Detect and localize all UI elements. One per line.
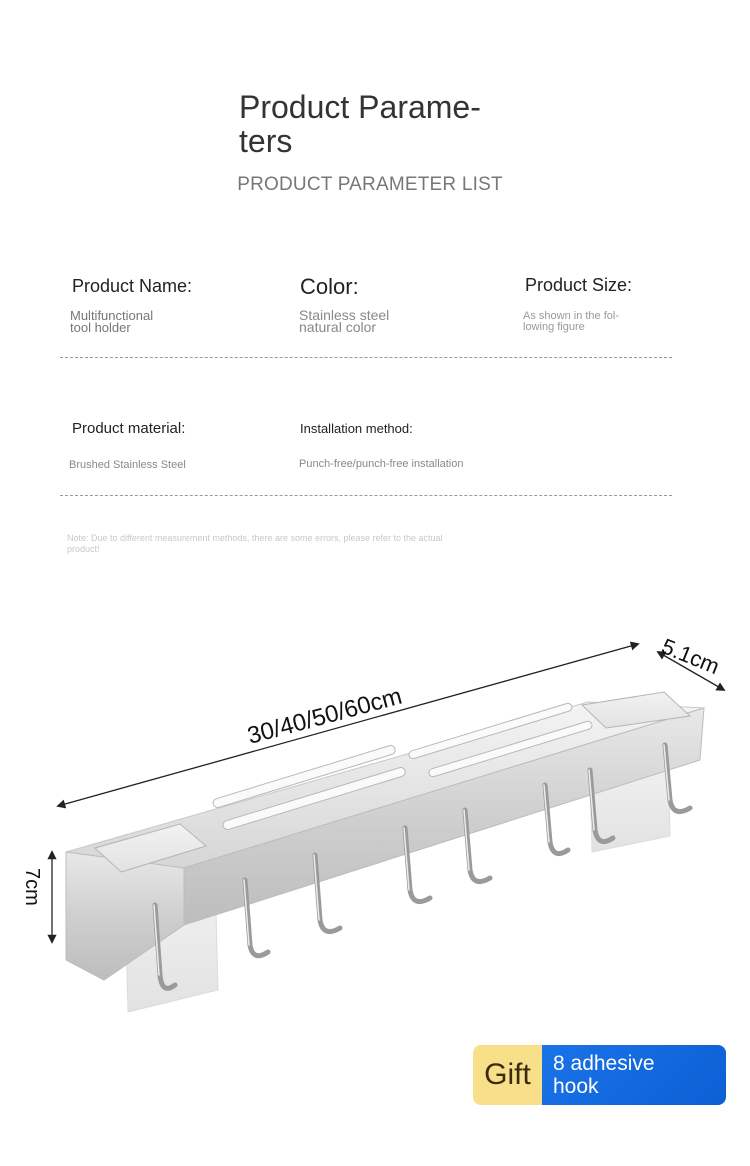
page-title-line2: ters: [239, 123, 293, 159]
installation-method-value: Punch-free/punch-free installation: [299, 458, 464, 470]
height-label: 7cm: [21, 868, 43, 906]
product-size-label: Product Size:: [525, 275, 633, 295]
color-value-line2: natural color: [299, 319, 377, 335]
color-value-line1: Stainless steel: [299, 307, 390, 323]
product-name-label: Product Name:: [72, 276, 193, 296]
gift-description-line1: 8 adhesive: [553, 1052, 655, 1075]
color-label: Color:: [300, 274, 359, 299]
installation-method-label: Installation method:: [300, 421, 413, 436]
product-name-value-line2: tool holder: [70, 320, 131, 335]
product-size-value-line2: lowing figure: [523, 321, 585, 333]
measurement-note-line2: product!: [67, 544, 100, 554]
measurement-note-line1: Note: Due to different measurement methods, there are some errors, please refer to the actual: [67, 533, 443, 543]
product-name-value-line1: Multifunctional: [70, 308, 154, 323]
product-material-value: Brushed Stainless Steel: [69, 459, 186, 471]
gift-banner: [473, 1045, 726, 1105]
page-title-line1: Product Parame-: [239, 89, 481, 125]
product-size-value-line1: As shown in the fol-: [523, 310, 619, 322]
gift-badge: Gift: [473, 1045, 542, 1105]
page-subtitle: PRODUCT PARAMETER LIST: [237, 174, 503, 195]
depth-label: 5.1cm: [658, 633, 724, 680]
length-label: 30/40/50/60cm: [244, 682, 405, 750]
gift-description: [542, 1045, 726, 1105]
gift-description-line2: hook: [553, 1075, 599, 1098]
product-material-label: Product material:: [72, 420, 186, 437]
